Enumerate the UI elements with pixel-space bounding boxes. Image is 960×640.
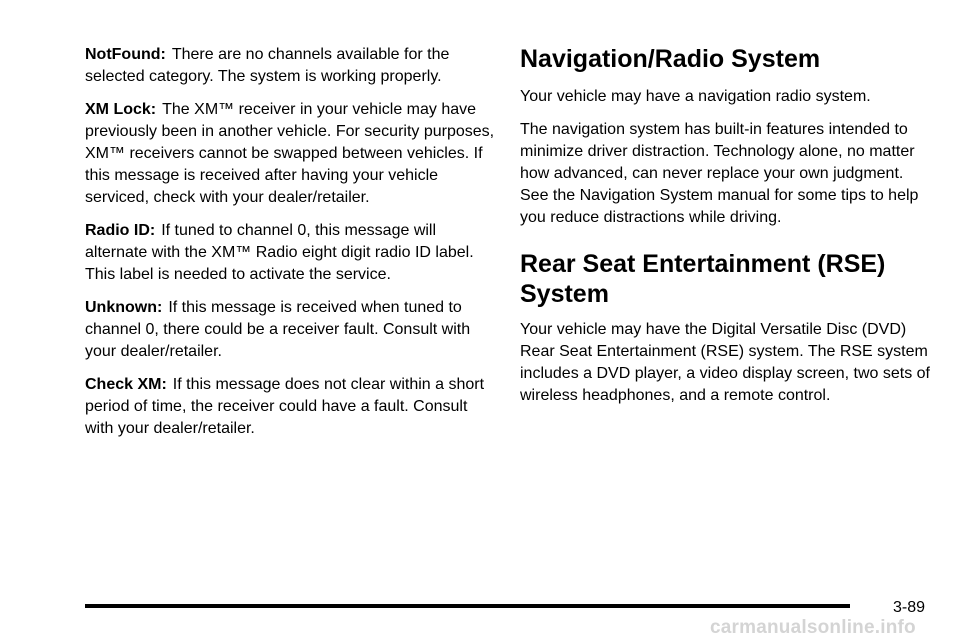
definition-radio-id [85, 220, 495, 286]
footer-rule [85, 604, 850, 608]
term-label: Unknown: [85, 299, 163, 316]
definition-text: If tuned to channel 0, this message will alternate with the XM™ Radio eight digit radio ID label. This label is needed to activate the service. [85, 222, 474, 283]
term-label: Check XM: [85, 376, 167, 393]
term-label: Radio ID: [85, 222, 156, 239]
navigation-intro-paragraph: Your vehicle may have a navigation radio system. [520, 88, 871, 105]
definition-text: There are no channels available for the selected category. The system is working properly. [85, 46, 450, 85]
rse-heading [520, 249, 935, 309]
rse-paragraph: Your vehicle may have the Digital Versatile Disc (DVD) Rear Seat Entertainment (RSE) system. The RSE system includes a DVD player, a video display screen, two sets of wireless headphones, and a remote control. [520, 321, 930, 404]
term-label: XM Lock: [85, 101, 157, 118]
left-column [85, 44, 495, 451]
definition-text: If this message does not clear within a short period of time, the receiver could have a fault. Consult with your dealer/retailer. [85, 376, 485, 437]
definition-notfound [85, 44, 495, 88]
definition-text: If this message is received when tuned to channel 0, there could be a receiver fault. Consult with your dealer/retailer. [85, 299, 471, 360]
term-label: NotFound: [85, 46, 166, 63]
watermark: carmanualsonline.info [710, 617, 916, 638]
definition-text: The XM™ receiver in your vehicle may have previously been in another vehicle. For security purposes, XM™ receivers cannot be swapped between vehicles. If this message is received after having your vehicle serviced, check with your dealer/retailer. [85, 101, 495, 206]
right-column [520, 44, 935, 418]
definition-check-xm [85, 374, 495, 440]
navigation-heading: Navigation/Radio System [520, 45, 821, 73]
definition-xm-lock [85, 99, 495, 209]
page-number: 3-89 [893, 599, 926, 616]
rse-heading-line-2: System [520, 280, 609, 308]
rse-heading-line-1: Rear Seat Entertainment (RSE) [520, 250, 886, 278]
navigation-details-paragraph: The navigation system has built-in features intended to minimize driver distraction. Technology alone, no matter how advanced, can never replace your own judgment. See the Navigation System manual for some tips to help you reduce distractions while driving. [520, 121, 919, 226]
definition-unknown [85, 297, 495, 363]
